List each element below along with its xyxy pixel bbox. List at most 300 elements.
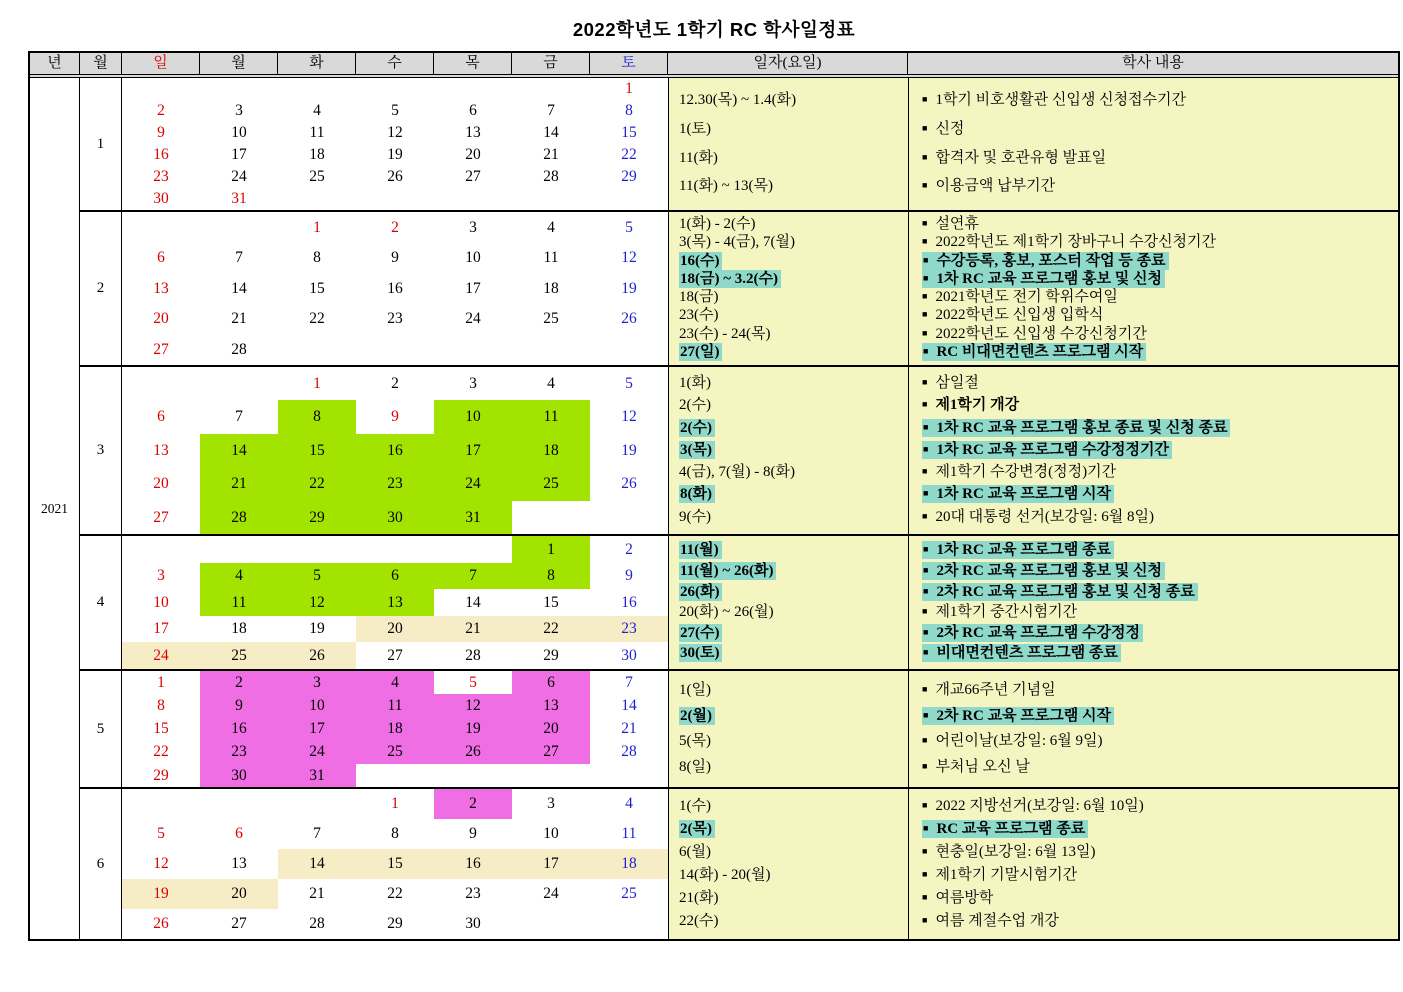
day-cell bbox=[434, 819, 512, 849]
bullet-square-icon: ■ bbox=[923, 822, 929, 833]
event-text: ■ 여름 계절수업 개강 bbox=[922, 912, 1059, 929]
day-number: 30 bbox=[465, 915, 481, 933]
day-cell bbox=[512, 717, 590, 740]
day-cell bbox=[278, 243, 356, 274]
bullet-square-icon: ■ bbox=[923, 626, 929, 637]
day-cell bbox=[512, 273, 590, 304]
day-cell bbox=[590, 694, 668, 717]
day-cell bbox=[434, 741, 512, 764]
day-number: 10 bbox=[465, 249, 481, 267]
day-number: 21 bbox=[231, 310, 247, 328]
day-number: 1 bbox=[625, 80, 633, 98]
day-cell bbox=[590, 849, 668, 879]
day-cell bbox=[512, 671, 590, 694]
day-cell bbox=[278, 849, 356, 879]
content-line bbox=[922, 733, 1398, 750]
content-column bbox=[908, 78, 1398, 210]
header-date-col: 일자(요일) bbox=[668, 53, 908, 74]
content-line bbox=[922, 150, 1398, 167]
month-number: 3 bbox=[80, 367, 122, 534]
day-number: 17 bbox=[231, 146, 247, 164]
day-number: 19 bbox=[309, 620, 325, 638]
bullet-square-icon: ■ bbox=[922, 466, 928, 477]
date-text: 8(일) bbox=[679, 758, 711, 775]
day-cell bbox=[122, 400, 200, 433]
bullet-square-icon: ■ bbox=[923, 488, 929, 499]
day-cell bbox=[512, 434, 590, 467]
day-cell bbox=[434, 166, 512, 188]
content-line bbox=[922, 253, 1398, 270]
day-cell bbox=[356, 819, 434, 849]
day-number: 8 bbox=[313, 249, 321, 267]
empty-day-cell bbox=[356, 188, 434, 210]
bullet-square-icon: ■ bbox=[922, 151, 928, 162]
content-column bbox=[908, 671, 1398, 787]
day-number: 14 bbox=[543, 124, 559, 142]
day-cell bbox=[122, 122, 200, 144]
empty-day-cell bbox=[356, 78, 434, 100]
event-text: ■ 1차 RC 교육 프로그램 홍보 및 신청 bbox=[922, 270, 1165, 288]
day-number: 20 bbox=[153, 475, 169, 493]
content-line bbox=[922, 464, 1398, 481]
empty-day-cell bbox=[590, 501, 668, 534]
month-row-4 bbox=[80, 536, 1398, 671]
date-line bbox=[679, 913, 908, 930]
day-cell bbox=[122, 501, 200, 534]
content-line bbox=[922, 867, 1398, 884]
day-cell bbox=[590, 589, 668, 616]
day-cell bbox=[590, 563, 668, 590]
day-number: 2 bbox=[157, 102, 165, 120]
event-text: ■ RC 비대면컨텐츠 프로그램 시작 bbox=[922, 343, 1146, 361]
day-number: 29 bbox=[309, 508, 325, 526]
day-cell bbox=[200, 819, 278, 849]
day-cell bbox=[278, 616, 356, 643]
bullet-square-icon: ■ bbox=[922, 291, 928, 301]
day-cell bbox=[278, 467, 356, 500]
day-number: 18 bbox=[543, 279, 559, 297]
day-cell bbox=[590, 400, 668, 433]
content-line bbox=[922, 375, 1398, 392]
event-text: ■ 수강등록, 홍보, 포스터 작업 등 종료 bbox=[922, 252, 1169, 270]
day-number: 31 bbox=[231, 190, 247, 208]
date-line bbox=[679, 150, 908, 167]
empty-day-cell bbox=[122, 212, 200, 243]
day-cell bbox=[512, 367, 590, 400]
date-line bbox=[679, 708, 908, 725]
day-cell bbox=[434, 467, 512, 500]
date-column bbox=[668, 212, 908, 365]
day-number: 22 bbox=[309, 310, 325, 328]
date-text: 11(월) ~ 26(화) bbox=[679, 562, 776, 580]
day-number: 10 bbox=[231, 124, 247, 142]
date-column bbox=[668, 789, 908, 939]
empty-day-cell bbox=[278, 536, 356, 563]
day-cell bbox=[200, 909, 278, 939]
day-cell bbox=[278, 212, 356, 243]
day-cell bbox=[278, 144, 356, 166]
day-cell bbox=[122, 764, 200, 787]
month-row-3 bbox=[80, 367, 1398, 536]
date-text: 4(금), 7(월) - 8(화) bbox=[679, 464, 795, 481]
event-text: ■ 1학기 비호생활관 신입생 신청접수기간 bbox=[922, 92, 1187, 109]
date-line bbox=[679, 604, 908, 621]
day-number: 17 bbox=[543, 855, 559, 873]
day-number: 8 bbox=[625, 102, 633, 120]
bullet-square-icon: ■ bbox=[922, 94, 928, 105]
day-number: 1 bbox=[313, 374, 321, 392]
day-cell bbox=[200, 764, 278, 787]
day-number: 16 bbox=[387, 279, 403, 297]
day-cell bbox=[512, 616, 590, 643]
day-number: 11 bbox=[231, 593, 247, 611]
empty-day-cell bbox=[200, 789, 278, 819]
day-number: 9 bbox=[391, 249, 399, 267]
day-cell bbox=[200, 741, 278, 764]
day-number: 19 bbox=[621, 279, 637, 297]
empty-day-cell bbox=[122, 367, 200, 400]
event-text: ■ 신정 bbox=[922, 121, 965, 138]
date-text: 23(수) - 24(목) bbox=[679, 325, 771, 342]
header-day-tue: 화 bbox=[278, 53, 356, 74]
header-year: 년 bbox=[30, 53, 80, 74]
day-number: 10 bbox=[465, 408, 481, 426]
day-number: 19 bbox=[387, 146, 403, 164]
empty-day-cell bbox=[512, 909, 590, 939]
day-cell bbox=[434, 501, 512, 534]
date-line bbox=[679, 486, 908, 503]
day-cell bbox=[356, 501, 434, 534]
day-cell bbox=[590, 467, 668, 500]
empty-day-cell bbox=[200, 212, 278, 243]
day-cell bbox=[512, 122, 590, 144]
day-number: 7 bbox=[313, 825, 321, 843]
day-cell bbox=[200, 616, 278, 643]
day-cell bbox=[590, 741, 668, 764]
day-number: 16 bbox=[231, 720, 247, 738]
day-number: 6 bbox=[469, 102, 477, 120]
date-text: 2(목) bbox=[679, 820, 715, 838]
bullet-square-icon: ■ bbox=[923, 272, 929, 283]
day-number: 13 bbox=[153, 279, 169, 297]
day-number: 21 bbox=[621, 720, 637, 738]
day-cell bbox=[356, 642, 434, 669]
day-number: 19 bbox=[465, 720, 481, 738]
day-number: 7 bbox=[625, 673, 633, 691]
day-number: 25 bbox=[621, 885, 637, 903]
calendar-grid bbox=[122, 212, 668, 365]
date-text: 1(수) bbox=[679, 797, 711, 814]
content-line bbox=[922, 625, 1398, 642]
day-cell bbox=[200, 642, 278, 669]
date-line bbox=[679, 397, 908, 414]
day-number: 24 bbox=[231, 168, 247, 186]
day-cell bbox=[590, 243, 668, 274]
empty-day-cell bbox=[590, 334, 668, 365]
day-number: 27 bbox=[387, 646, 403, 664]
day-cell bbox=[356, 212, 434, 243]
day-number: 17 bbox=[465, 279, 481, 297]
date-text: 26(화) bbox=[679, 583, 722, 601]
bullet-square-icon: ■ bbox=[922, 891, 928, 902]
day-cell bbox=[434, 589, 512, 616]
date-line bbox=[679, 271, 908, 288]
day-cell bbox=[122, 243, 200, 274]
day-number: 18 bbox=[543, 441, 559, 459]
day-number: 18 bbox=[387, 720, 403, 738]
day-cell bbox=[356, 166, 434, 188]
day-cell bbox=[122, 166, 200, 188]
day-number: 1 bbox=[313, 218, 321, 236]
content-line bbox=[922, 542, 1398, 559]
day-cell bbox=[512, 243, 590, 274]
day-number: 23 bbox=[465, 885, 481, 903]
content-line bbox=[922, 509, 1398, 526]
day-number: 26 bbox=[153, 915, 169, 933]
date-text: 2(수) bbox=[679, 419, 715, 437]
event-text: ■ 2차 RC 교육 프로그램 홍보 및 신청 종료 bbox=[922, 583, 1198, 601]
event-text: ■ 1차 RC 교육 프로그램 종료 bbox=[922, 541, 1114, 559]
month-row-5 bbox=[80, 671, 1398, 789]
day-cell bbox=[200, 166, 278, 188]
content-line bbox=[922, 913, 1398, 930]
day-number: 11 bbox=[543, 408, 559, 426]
day-number: 25 bbox=[309, 168, 325, 186]
day-number: 5 bbox=[625, 374, 633, 392]
day-number: 22 bbox=[153, 743, 169, 761]
day-number: 23 bbox=[621, 620, 637, 638]
month-row-6 bbox=[80, 789, 1398, 939]
bullet-square-icon: ■ bbox=[922, 399, 928, 410]
day-number: 3 bbox=[469, 374, 477, 392]
date-text: 1(화) - 2(수) bbox=[679, 216, 756, 232]
day-number: 5 bbox=[391, 102, 399, 120]
day-number: 17 bbox=[465, 441, 481, 459]
content-column bbox=[908, 367, 1398, 534]
event-text: ■ 어린이날(보강일: 6월 9일) bbox=[922, 733, 1103, 750]
date-text: 11(화) bbox=[679, 149, 718, 166]
header-day-wed: 수 bbox=[356, 53, 434, 74]
day-cell bbox=[200, 501, 278, 534]
day-number: 9 bbox=[391, 408, 399, 426]
page-title: 2022학년도 1학기 RC 학사일정표 bbox=[572, 19, 856, 40]
day-cell bbox=[278, 501, 356, 534]
month-row-2 bbox=[80, 212, 1398, 367]
day-number: 21 bbox=[543, 146, 559, 164]
day-cell bbox=[434, 789, 512, 819]
day-number: 2 bbox=[391, 374, 399, 392]
day-cell bbox=[434, 273, 512, 304]
day-number: 7 bbox=[235, 408, 243, 426]
day-cell bbox=[356, 400, 434, 433]
day-number: 3 bbox=[235, 102, 243, 120]
event-text: ■ 2022학년도 제1학기 장바구니 수강신청기간 bbox=[922, 234, 1217, 251]
event-text: ■ 여름방학 bbox=[922, 889, 994, 906]
day-cell bbox=[356, 144, 434, 166]
event-text: ■ 1차 RC 교육 프로그램 시작 bbox=[922, 485, 1114, 503]
day-number: 8 bbox=[313, 408, 321, 426]
day-cell bbox=[356, 694, 434, 717]
bullet-square-icon: ■ bbox=[923, 585, 929, 596]
day-cell bbox=[122, 100, 200, 122]
day-number: 11 bbox=[543, 249, 559, 267]
day-cell bbox=[122, 741, 200, 764]
day-number: 4 bbox=[235, 567, 243, 585]
day-number: 6 bbox=[235, 825, 243, 843]
day-cell bbox=[122, 304, 200, 335]
day-number: 8 bbox=[547, 567, 555, 585]
date-line bbox=[679, 509, 908, 526]
content-line bbox=[922, 326, 1398, 343]
day-number: 5 bbox=[313, 567, 321, 585]
day-cell bbox=[434, 717, 512, 740]
day-number: 4 bbox=[391, 673, 399, 691]
content-line bbox=[922, 307, 1398, 324]
date-line bbox=[679, 420, 908, 437]
calendar-grid bbox=[122, 789, 668, 939]
day-number: 8 bbox=[391, 825, 399, 843]
day-number: 4 bbox=[547, 374, 555, 392]
day-cell bbox=[590, 434, 668, 467]
day-cell bbox=[200, 144, 278, 166]
day-number: 3 bbox=[313, 673, 321, 691]
day-cell bbox=[200, 100, 278, 122]
day-cell bbox=[590, 717, 668, 740]
day-cell bbox=[434, 879, 512, 909]
day-cell bbox=[434, 304, 512, 335]
day-cell bbox=[434, 616, 512, 643]
calendar-grid bbox=[122, 367, 668, 534]
day-cell bbox=[278, 367, 356, 400]
date-text: 22(수) bbox=[679, 912, 719, 929]
event-text: ■ 제1학기 수강변경(정정)기간 bbox=[922, 464, 1117, 481]
day-cell bbox=[434, 694, 512, 717]
day-number: 29 bbox=[543, 646, 559, 664]
day-number: 15 bbox=[387, 855, 403, 873]
content-column bbox=[908, 212, 1398, 365]
event-text: ■ 1차 RC 교육 프로그램 홍보 종료 및 신청 종료 bbox=[922, 419, 1230, 437]
day-number: 18 bbox=[621, 855, 637, 873]
date-line bbox=[679, 625, 908, 642]
day-cell bbox=[122, 273, 200, 304]
day-cell bbox=[590, 536, 668, 563]
day-number: 3 bbox=[157, 567, 165, 585]
day-cell bbox=[356, 616, 434, 643]
content-line bbox=[922, 234, 1398, 251]
day-cell bbox=[356, 879, 434, 909]
day-cell bbox=[356, 467, 434, 500]
date-line bbox=[679, 733, 908, 750]
day-cell bbox=[122, 717, 200, 740]
day-cell bbox=[590, 789, 668, 819]
day-number: 13 bbox=[387, 593, 403, 611]
date-text: 8(화) bbox=[679, 485, 715, 503]
event-text: ■ 2022학년도 신입생 입학식 bbox=[922, 307, 1104, 324]
day-cell bbox=[200, 717, 278, 740]
day-cell bbox=[512, 166, 590, 188]
content-line bbox=[922, 682, 1398, 699]
event-text: ■ 1차 RC 교육 프로그램 수강정정기간 bbox=[922, 441, 1172, 459]
day-cell bbox=[200, 849, 278, 879]
day-number: 3 bbox=[547, 795, 555, 813]
day-cell bbox=[122, 671, 200, 694]
day-cell bbox=[278, 563, 356, 590]
day-number: 2 bbox=[625, 540, 633, 558]
day-cell bbox=[122, 879, 200, 909]
empty-day-cell bbox=[512, 334, 590, 365]
day-cell bbox=[590, 273, 668, 304]
empty-day-cell bbox=[434, 536, 512, 563]
day-number: 28 bbox=[309, 915, 325, 933]
day-cell bbox=[122, 616, 200, 643]
day-number: 28 bbox=[231, 508, 247, 526]
day-cell bbox=[122, 694, 200, 717]
day-number: 7 bbox=[469, 567, 477, 585]
event-text: ■ 20대 대통령 선거(보강일: 6월 8일) bbox=[922, 508, 1154, 525]
day-cell bbox=[434, 212, 512, 243]
day-cell bbox=[122, 589, 200, 616]
day-cell bbox=[434, 144, 512, 166]
empty-day-cell bbox=[356, 334, 434, 365]
day-cell bbox=[122, 188, 200, 210]
empty-day-cell bbox=[278, 334, 356, 365]
schedule-table bbox=[28, 51, 1400, 941]
header-day-sun: 일 bbox=[122, 53, 200, 74]
date-text: 2(수) bbox=[679, 397, 711, 414]
bullet-square-icon: ■ bbox=[922, 760, 928, 771]
date-line bbox=[679, 890, 908, 907]
empty-day-cell bbox=[122, 536, 200, 563]
date-text: 30(토) bbox=[679, 644, 722, 662]
bullet-square-icon: ■ bbox=[923, 345, 929, 356]
day-cell bbox=[590, 122, 668, 144]
day-cell bbox=[278, 100, 356, 122]
day-cell bbox=[356, 563, 434, 590]
month-number: 2 bbox=[80, 212, 122, 365]
content-line bbox=[922, 708, 1398, 725]
day-number: 10 bbox=[153, 593, 169, 611]
day-cell bbox=[512, 789, 590, 819]
header-day-mon: 월 bbox=[200, 53, 278, 74]
date-text: 27(일) bbox=[679, 343, 722, 361]
empty-day-cell bbox=[512, 78, 590, 100]
day-number: 7 bbox=[547, 102, 555, 120]
date-column bbox=[668, 78, 908, 210]
date-text: 18(금) bbox=[679, 289, 719, 305]
table-header bbox=[30, 53, 1398, 78]
date-line bbox=[679, 216, 908, 233]
bullet-square-icon: ■ bbox=[922, 309, 928, 320]
day-number: 9 bbox=[235, 697, 243, 715]
day-cell bbox=[512, 144, 590, 166]
day-number: 26 bbox=[465, 743, 481, 761]
day-cell bbox=[590, 212, 668, 243]
header-day-thu: 목 bbox=[434, 53, 512, 74]
day-cell bbox=[356, 589, 434, 616]
header-day-sat: 토 bbox=[590, 53, 668, 74]
day-cell bbox=[278, 717, 356, 740]
day-number: 24 bbox=[465, 475, 481, 493]
day-number: 26 bbox=[621, 475, 637, 493]
day-number: 26 bbox=[621, 310, 637, 328]
day-number: 22 bbox=[621, 146, 637, 164]
day-cell bbox=[278, 764, 356, 787]
day-cell bbox=[278, 589, 356, 616]
date-line bbox=[679, 92, 908, 109]
day-cell bbox=[200, 400, 278, 433]
date-line bbox=[679, 844, 908, 861]
day-cell bbox=[434, 367, 512, 400]
